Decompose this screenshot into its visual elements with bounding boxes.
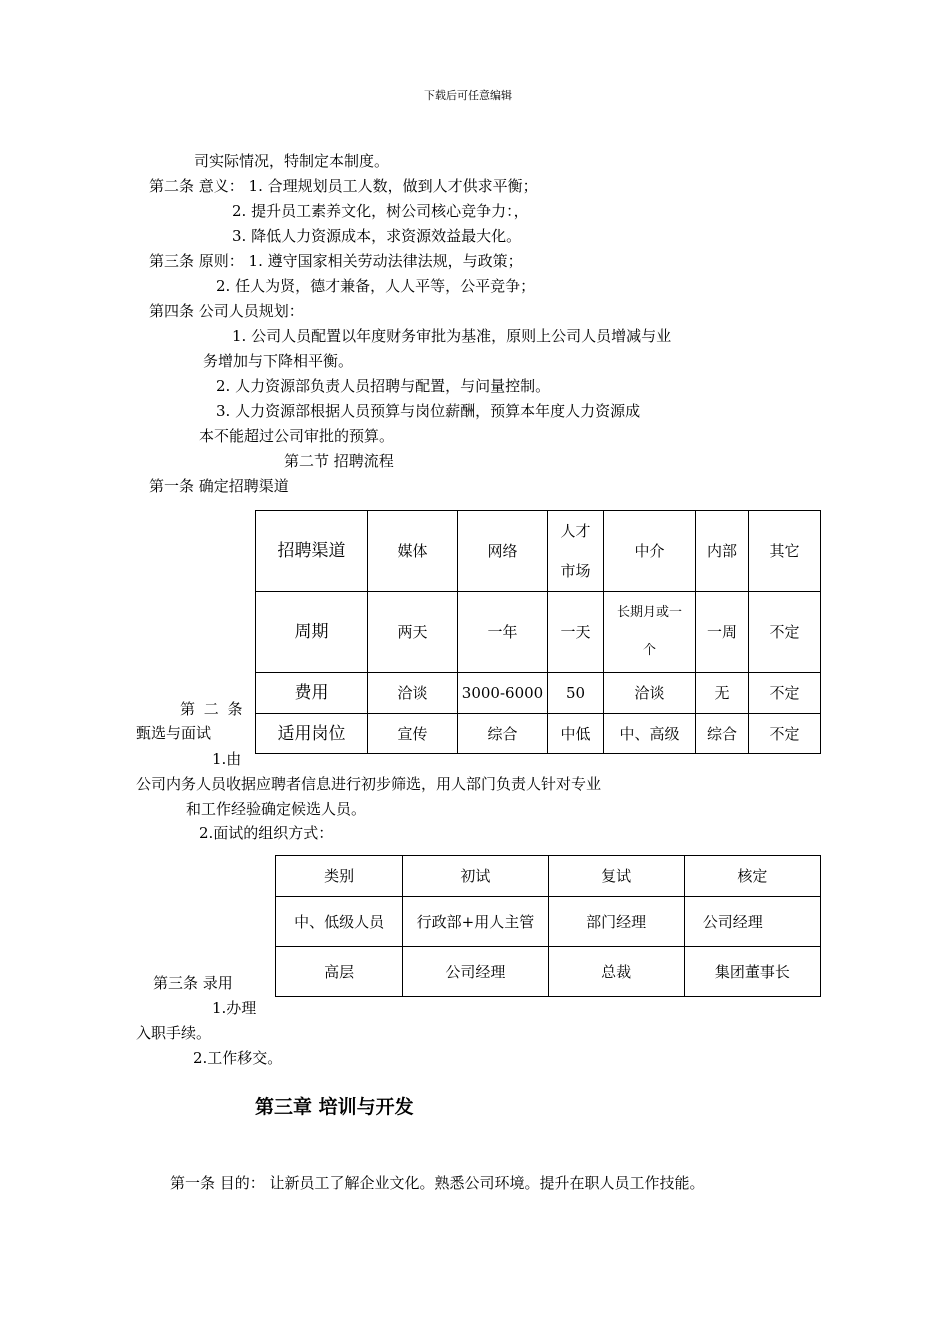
table-cell: 适用岗位 [256,714,368,754]
table-cell: 核定 [684,856,820,897]
table-cell: 其它 [749,511,821,592]
table-cell: 3000-6000 [458,673,548,714]
table-cell: 不定 [749,714,821,754]
table-cell: 两天 [368,592,458,673]
table-cell: 宣传 [368,714,458,754]
table-cell: 费用 [256,673,368,714]
table-cell: 洽谈 [604,673,696,714]
table-cell: 不定 [749,673,821,714]
page-header: 下载后可任意编辑 [424,89,512,102]
text-line: 1. 公司人员配置以年度财务审批为基准，原则上公司人员增减与业 [232,327,672,345]
table-cell: 部门经理 [548,897,684,947]
interview-organization-table [275,855,821,997]
text-line: 2.面试的组织方式： [199,824,334,842]
article-staff-planning: 第四条 公司人员规划： [149,302,304,320]
text-line: 2. 提升员工素养文化，树公司核心竞争力：， [232,202,529,220]
table-row [256,511,821,592]
article-hiring: 第三条 录用 [153,974,233,992]
table-cell: 行政部+用人主管 [403,897,548,947]
table-cell: 公司经理 [684,897,820,947]
cell-text: 市场 [560,562,591,580]
cell-text: 长期月或一 [616,605,682,620]
section-title: 第二节 招聘流程 [284,452,394,470]
table-cell: 类别 [276,856,403,897]
table-cell: 洽谈 [368,673,458,714]
table-cell: 公司经理 [403,947,548,997]
table-cell: 网络 [458,511,548,592]
table-cell: 综合 [696,714,749,754]
table-cell: 无 [696,673,749,714]
text-line: 2. 人力资源部负责人员招聘与配置，与问量控制。 [216,377,551,395]
table-row [276,947,821,997]
table-cell: 媒体 [368,511,458,592]
table-cell: 集团董事长 [684,947,820,997]
table-cell: 初试 [403,856,548,897]
table-cell: 不定 [749,592,821,673]
text-line: 和工作经验确定候选人员。 [186,800,367,818]
text-line: 1.办理 [212,999,257,1017]
text-line: 务增加与下降相平衡。 [203,352,354,370]
article-principles: 第三条 原则： 1. 遵守国家相关劳动法律法规，与政策； [149,252,523,270]
table-cell: 复试 [548,856,684,897]
table-cell: 50 [548,673,604,714]
table-cell: 中低 [548,714,604,754]
table-cell: 一周 [696,592,749,673]
recruitment-channels-table [255,510,821,754]
text-line: 3. 人力资源部根据人员预算与岗位薪酬，预算本年度人力资源成 [216,402,641,420]
article-screening-title: 甄选与面试 [136,724,212,742]
table-cell: 高层 [276,947,403,997]
article-training-purpose: 第一条 目的： 让新员工了解企业文化。熟悉公司环境。提升在职人员工作技能。 [170,1174,705,1192]
table-cell: 一年 [458,592,548,673]
cell-text: 人才 [560,522,591,540]
table-cell: 中、高级 [604,714,696,754]
table-row [256,673,821,714]
text-line: 1.由 [212,750,242,768]
cell-text: 个 [642,643,656,658]
text-line: 公司内务人员收据应聘者信息进行初步筛选，用人部门负责人针对专业 [136,775,602,793]
table-row [276,897,821,947]
table-row [276,856,821,897]
table-cell: 中、低级人员 [276,897,403,947]
table-row [256,714,821,754]
table-cell: 中介 [604,511,696,592]
article-channels: 第一条 确定招聘渠道 [149,477,289,495]
table-cell [548,511,604,592]
article-screening: 第 二 条 [180,700,245,718]
table-cell: 招聘渠道 [256,511,368,592]
table-cell: 周期 [256,592,368,673]
text-line: 入职手续。 [136,1024,212,1042]
table-cell: 内部 [696,511,749,592]
article-significance: 第二条 意义： 1. 合理规划员工人数，做到人才供求平衡； [149,177,538,195]
text-line: 2.工作移交。 [193,1049,283,1067]
table-row [256,592,821,673]
chapter-title: 第三章 培训与开发 [255,1096,414,1118]
text-line: 本不能超过公司审批的预算。 [199,427,395,445]
table-cell: 综合 [458,714,548,754]
table-cell: 一天 [548,592,604,673]
text-line: 2. 任人为贤，德才兼备，人人平等，公平竞争； [216,277,536,295]
table-cell: 总裁 [548,947,684,997]
table-cell [604,592,696,673]
text-line: 3. 降低人力资源成本，求资源效益最大化。 [232,227,522,245]
text-line: 司实际情况，特制定本制度。 [194,152,390,170]
